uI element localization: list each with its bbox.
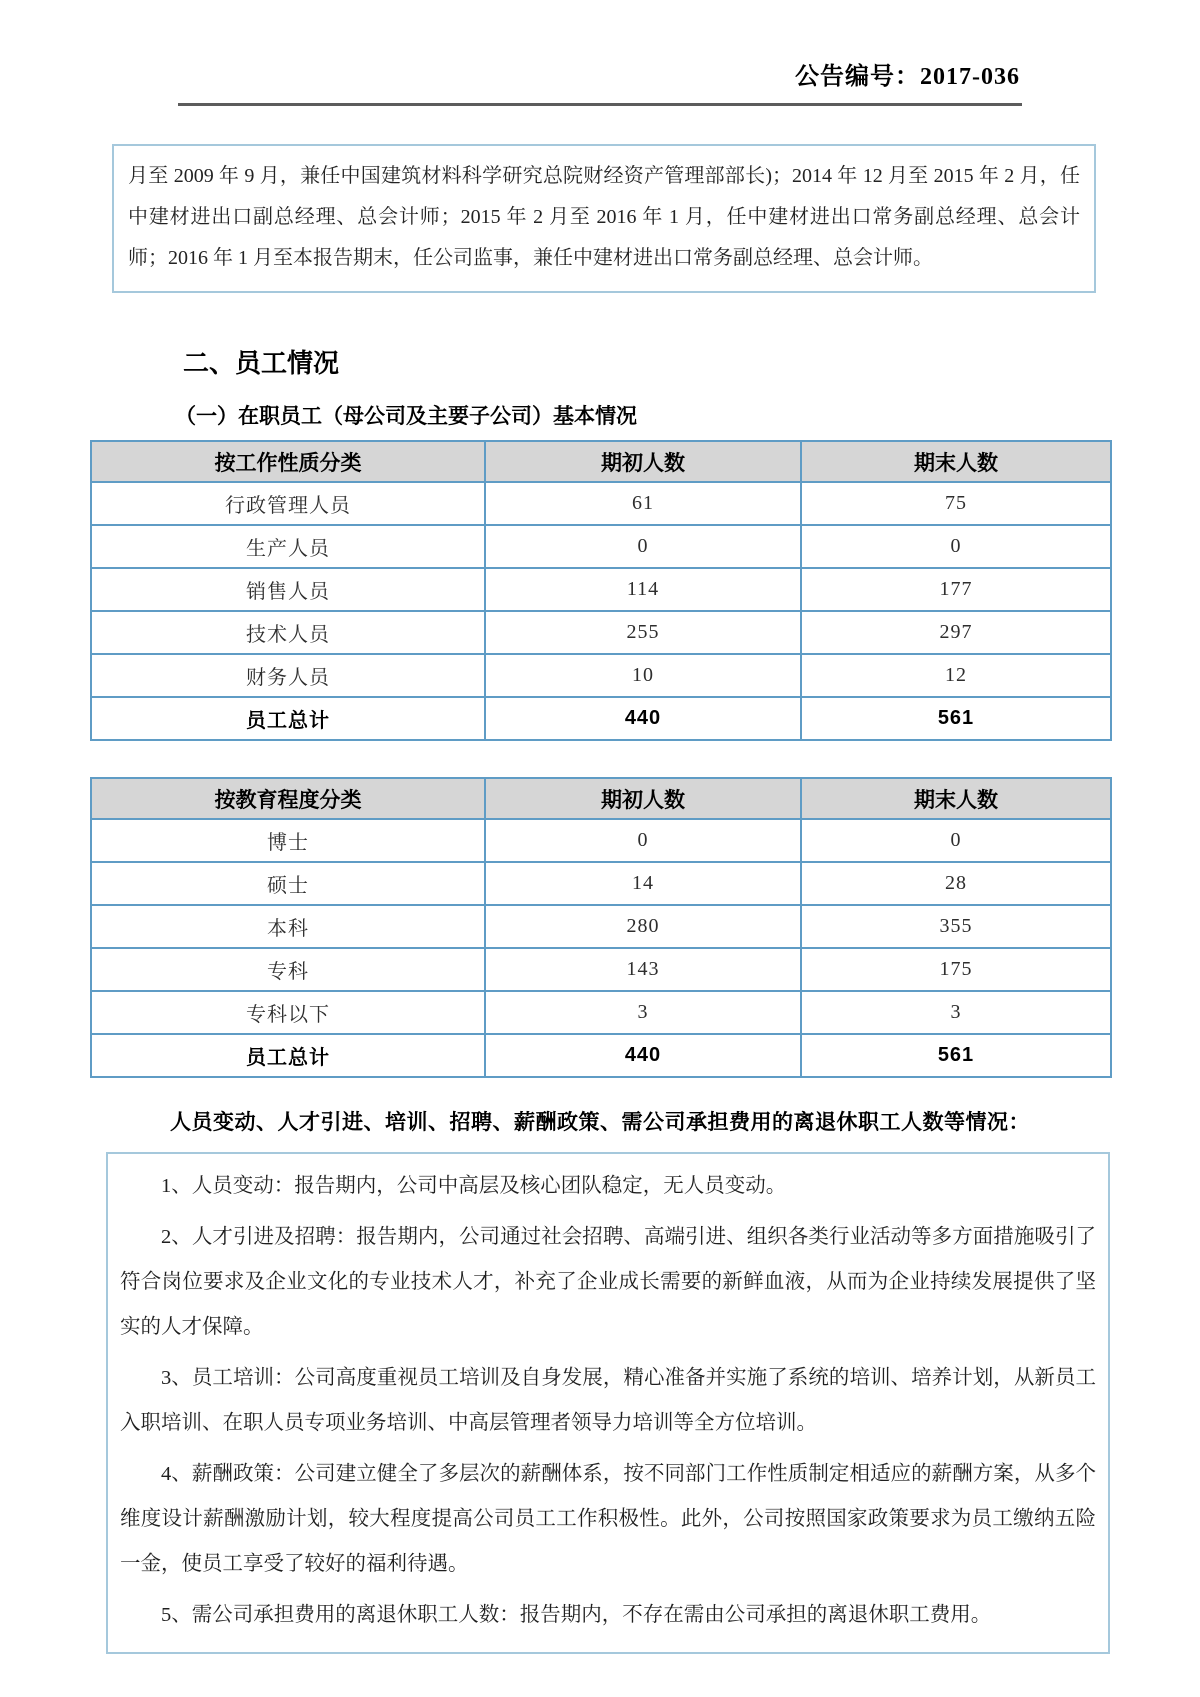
column-header: 期初人数 xyxy=(485,441,801,482)
bio-text-box xyxy=(112,144,1096,293)
category-cell: 博士 xyxy=(91,819,485,862)
value-cell: 255 xyxy=(485,611,801,654)
note-paragraph: 1、人员变动：报告期内，公司中高层及核心团队稳定，无人员变动。 xyxy=(161,1175,787,1197)
category-cell: 本科 xyxy=(91,905,485,948)
table-row xyxy=(91,525,1111,568)
table-row xyxy=(91,948,1111,991)
notes-box xyxy=(106,1152,1110,1654)
work-nature-table xyxy=(90,440,1112,741)
table-row xyxy=(91,991,1111,1034)
column-header: 按工作性质分类 xyxy=(91,441,485,482)
note-paragraph: 2、人才引进及招聘：报告期内，公司通过社会招聘、高端引进、组织各类行业活动等多方面措施吸引了符合岗位要求及企业文化的专业技术人才，补充了企业成长需要的新鲜血液，从而为企业持续发展提供了坚实的人才保障。 xyxy=(120,1226,1096,1338)
category-cell: 行政管理人员 xyxy=(91,482,485,525)
category-cell: 硕士 xyxy=(91,862,485,905)
bio-text: 月至 2009 年 9 月，兼任中国建筑材料科学研究总院财经资产管理部部长)；2014 年 12 月至 2015 年 2 月，任中建材进出口副总经理、总会计师；2015 年 2 月至 2016 年 1 月，任中建材进出口常务副总经理、总会计师；2016 年 1 月至本报告期末，任公司监事，兼任中建材进出口常务副总经理、总会计师。 xyxy=(128,165,1080,269)
total-label: 员工总计 xyxy=(91,1034,485,1077)
note-paragraph: 4、薪酬政策：公司建立健全了多层次的薪酬体系，按不同部门工作性质制定相适应的薪酬方案，从多个维度设计薪酬激励计划，较大程度提高公司员工工作积极性。此外，公司按照国家政策要求为员工缴纳五险一金，使员工享受了较好的福利待遇。 xyxy=(120,1463,1096,1575)
value-cell: 297 xyxy=(801,611,1111,654)
column-header: 期末人数 xyxy=(801,441,1111,482)
category-cell: 财务人员 xyxy=(91,654,485,697)
value-cell: 175 xyxy=(801,948,1111,991)
table-row xyxy=(91,862,1111,905)
value-cell: 3 xyxy=(801,991,1111,1034)
category-cell: 专科 xyxy=(91,948,485,991)
value-cell: 28 xyxy=(801,862,1111,905)
value-cell: 12 xyxy=(801,654,1111,697)
category-cell: 专科以下 xyxy=(91,991,485,1034)
total-value: 440 xyxy=(485,697,801,740)
total-value: 440 xyxy=(485,1034,801,1077)
value-cell: 14 xyxy=(485,862,801,905)
education-table xyxy=(90,777,1112,1078)
total-value: 561 xyxy=(801,697,1111,740)
section-title: 二、员工情况 xyxy=(183,348,340,378)
value-cell: 0 xyxy=(485,525,801,568)
table-row xyxy=(91,905,1111,948)
table-header-row xyxy=(91,778,1111,819)
column-header: 期末人数 xyxy=(801,778,1111,819)
total-row xyxy=(91,697,1111,740)
announcement-number: 公告编号：2017-036 xyxy=(795,64,1020,90)
value-cell: 0 xyxy=(485,819,801,862)
header-rule xyxy=(178,103,1022,106)
section-subtitle: （一）在职员工（母公司及主要子公司）基本情况 xyxy=(175,405,637,428)
value-cell: 0 xyxy=(801,525,1111,568)
category-cell: 生产人员 xyxy=(91,525,485,568)
category-cell: 销售人员 xyxy=(91,568,485,611)
table-row xyxy=(91,568,1111,611)
note-paragraph: 5、需公司承担费用的离退休职工人数：报告期内，不存在需由公司承担的离退休职工费用。 xyxy=(161,1604,992,1626)
table-header-row xyxy=(91,441,1111,482)
notes-heading: 人员变动、人才引进、培训、招聘、薪酬政策、需公司承担费用的离退休职工人数等情况： xyxy=(170,1111,1030,1134)
total-value: 561 xyxy=(801,1034,1111,1077)
value-cell: 114 xyxy=(485,568,801,611)
table-row xyxy=(91,482,1111,525)
value-cell: 143 xyxy=(485,948,801,991)
value-cell: 177 xyxy=(801,568,1111,611)
table-row xyxy=(91,654,1111,697)
total-label: 员工总计 xyxy=(91,697,485,740)
value-cell: 3 xyxy=(485,991,801,1034)
total-row xyxy=(91,1034,1111,1077)
column-header: 期初人数 xyxy=(485,778,801,819)
value-cell: 0 xyxy=(801,819,1111,862)
value-cell: 280 xyxy=(485,905,801,948)
note-paragraph: 3、员工培训：公司高度重视员工培训及自身发展，精心准备并实施了系统的培训、培养计划，从新员工入职培训、在职人员专项业务培训、中高层管理者领导力培训等全方位培训。 xyxy=(120,1367,1096,1434)
value-cell: 61 xyxy=(485,482,801,525)
value-cell: 355 xyxy=(801,905,1111,948)
value-cell: 10 xyxy=(485,654,801,697)
category-cell: 技术人员 xyxy=(91,611,485,654)
value-cell: 75 xyxy=(801,482,1111,525)
column-header: 按教育程度分类 xyxy=(91,778,485,819)
table-row xyxy=(91,611,1111,654)
table-row xyxy=(91,819,1111,862)
